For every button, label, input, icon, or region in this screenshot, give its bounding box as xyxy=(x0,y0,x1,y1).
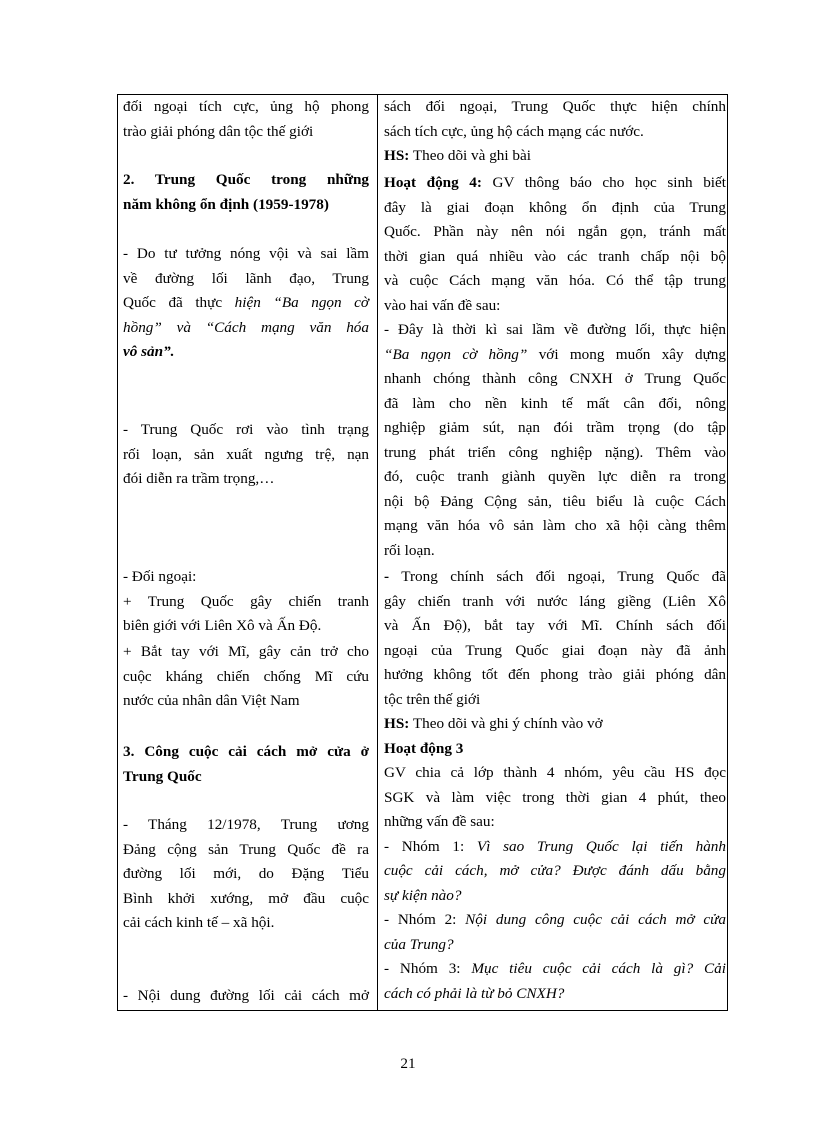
left-reform-content: - Nội dung đường lối cải cách mở xyxy=(123,987,369,1004)
left-foreign-policy: - Đối ngoại: + Trung Quốc gây chiến tranh biên giới với Liên Xô và Ấn Độ. xyxy=(123,568,369,634)
right-foreign-policy: - Trong chính sách đối ngoại, Trung Quốc đã gây chiến tranh với nước láng giềng (Liên Xô và Ấn Độ), bắt tay với Mĩ. Chính sách đối ngoại của Trung Quốc giai đoạn này đã ảnh hưởng không tốt đến phong trào giải phóng dân tộc trên thế giới HS: Theo dõi và ghi ý chính vào vở Hoạt động 3 GV chia cả lớp thành 4 nhóm, yêu cầu HS đọc SGK và làm việc trong thời gian 4 phút, theo những vấn đề sau: - Nhóm 1: Vì sao Trung Quốc lại tiến hành cuộc cải cách, mở cửa? Được đánh dấu bằng sự kiện nào? - Nhóm 2: Nội dung công cuộc cải cách mở cửa của Trung? - Nhóm 3: Mục tiêu cuộc cải cách là gì? Cải cách có phải là từ bỏ CNXH? xyxy=(384,568,726,1002)
column-divider xyxy=(377,94,378,1011)
left-reform-start: - Tháng 12/1978, Trung ương Đảng cộng sản Trung Quốc đề ra đường lối mới, do Đặng Tiểu Bình khởi xướng, mở đầu cuộc cải cách kinh tế – xã hội. xyxy=(123,816,369,931)
right-intro: sách đối ngoại, Trung Quốc thực hiện chính sách tích cực, ủng hộ cách mạng các nước. HS: Theo dõi và ghi bài xyxy=(384,98,726,164)
left-ideology: - Do tư tưởng nóng vội và sai lầm về đường lối lãnh đạo, Trung Quốc đã thực hiện “Ba ngọn cờ hồng” và “Cách mạng văn hóa vô sản”. xyxy=(123,245,369,360)
left-chaos: - Trung Quốc rơi vào tình trạng rối loạn, sản xuất ngưng trệ, nạn đói diễn ra trầm trọng,… xyxy=(123,421,369,487)
section-2-heading: 2. Trung Quốc trong những năm không ổn định (1959-1978) xyxy=(123,171,369,213)
left-us-relations: + Bắt tay với Mĩ, gây cản trở cho cuộc kháng chiến chống Mĩ cứu nước của nhân dân Việt Nam xyxy=(123,643,369,709)
section-3-heading: 3. Công cuộc cải cách mở cửa ở Trung Quốc xyxy=(123,743,369,785)
page-number: 21 xyxy=(400,1055,416,1072)
left-intro: đối ngoại tích cực, ủng hộ phong trào giải phóng dân tộc thế giới xyxy=(123,98,369,140)
activity-4: Hoạt động 4: GV thông báo cho học sinh biết đây là giai đoạn không ổn định của Trung Quốc. Phần này nên nói ngắn gọn, tránh mất thời gian quá nhiều vào các tranh chấp nội bộ và cuộc Cách mạng văn hóa. Có thể tập trung vào hai vấn đề sau: - Đây là thời kì sai lầm về đường lối, thực hiện “Ba ngọn cờ hồng” với mong muốn xây dựng nhanh chóng thành công CNXH ở Trung Quốc đã làm cho nền kinh tế mất cân đối, nông nghiệp giảm sút, nạn đói trầm trọng (do tập trung phát triển công nghiệp nặng). Thêm vào đó, cuộc tranh giành quyền lực diễn ra trong nội bộ Đảng Cộng sản, tiêu biểu là cuộc Cách mạng văn hóa vô sản làm cho xã hội càng thêm rối loạn. xyxy=(384,174,726,559)
